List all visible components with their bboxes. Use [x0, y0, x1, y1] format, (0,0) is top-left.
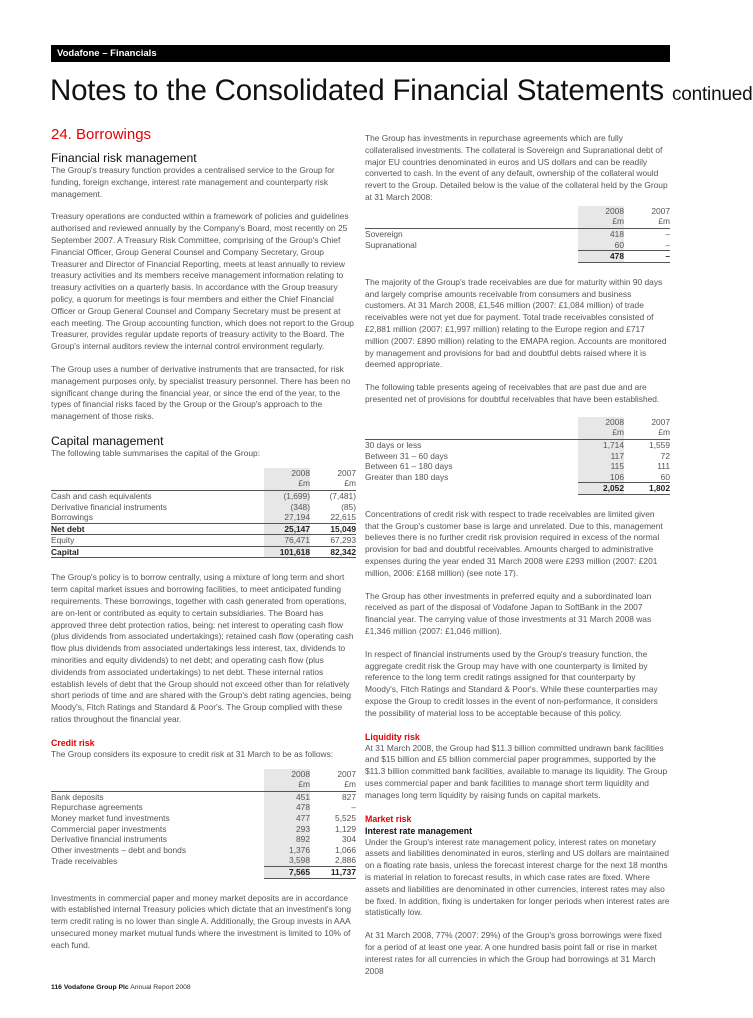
table-row: [51, 535, 356, 547]
total-2007: –: [624, 251, 670, 263]
table-total-row: [365, 483, 670, 495]
table-row: [365, 451, 670, 462]
table-row: [51, 523, 356, 535]
table-header-row: [51, 769, 356, 780]
value-2008: 27,194: [264, 512, 310, 523]
year-header: 2007: [651, 205, 670, 216]
value-2007: 111: [657, 461, 670, 472]
unit-header: £m: [344, 779, 356, 790]
capital-paragraph: The Group's policy is to borrow centrally, using a mixture of long term and short term capital market issues and borrowing facilities, to meet anticipated funding requirements. These borrowings, together with cash generated from operations, are on-lent or contributed as equity to certain subsidiaries. The Board has approved three debt protection ratios, being: net interest to operating cash flow (plus dividends from associated undertakings); retained cash flow (operating cash flow plus dividends from associated undertakings less interest, tax, dividends to minorities and equity dividends) to net debt; and operating cash flow (plus dividends from associated undertakings) to net debt. These internal ratios establish levels of debt that the Group should not exceed other than for relatively short periods of time and are shared with the Group's debt rating agencies, being Moody's, Fitch Ratings and Standard & Poor's. The Group complied with these ratios throughout the financial year.: [51, 572, 354, 725]
value-2007: 15,049: [310, 523, 356, 535]
liquidity-risk-heading: Liquidity risk: [365, 731, 420, 742]
liquidity-paragraph: At 31 March 2008, the Group had $11.3 billion committed undrawn bank facilities and $15 billion and £5 billion commercial paper programmes, supported by the $11.3 billion committed bank facilities, available to manage its liquidity. The Group uses commercial paper and bank facilities to manage short term liquidity and manages long term liquidity by raising funds on capital markets.: [365, 742, 668, 800]
row-label: Bank deposits: [51, 791, 264, 802]
year-header: 2008: [264, 468, 310, 479]
unit-header: £m: [658, 216, 670, 227]
value-2008: 451: [264, 791, 310, 802]
value-2007: –: [665, 239, 670, 250]
value-2008: (1,699): [264, 490, 310, 501]
frm-paragraph-3: The Group uses a number of derivative instruments that are transacted, for risk management purposes only, by specialist treasury personnel. There has been no significant change during the financial year, or since the end of the year, to the types of financial risks faced by the Group or the Group's approach to the management of those risks.: [51, 363, 351, 422]
table-total-row: [51, 866, 356, 878]
table-header-row: [51, 468, 356, 479]
value-2008: 1,376: [264, 845, 310, 856]
value-2007: 82,342: [310, 546, 356, 558]
value-2007: 72: [660, 450, 670, 461]
row-label: Net debt: [51, 523, 264, 535]
frm-paragraph-1: The Group's treasury function provides a centralised service to the Group for funding, foreign exchange, interest rate management and counterparty risk management.: [51, 165, 335, 199]
note-heading: 24. Borrowings: [51, 126, 152, 143]
repurchase-paragraph: The Group has investments in repurchase agreements which are fully collateralised investments. The collateral is Sovereign and Supranational debt of major EU countries denominated in euros and US dollars and can be readily converted to cash. In the event of any default, ownership of the collateral would revert to the Group. Detailed below is the value of the collateral held by the Group at 31 March 2008:: [365, 133, 668, 202]
value-2008: 60: [578, 240, 624, 251]
page-title: [50, 74, 753, 108]
credit-intro: The Group considers its exposure to credit risk at 31 March to be as follows:: [51, 748, 334, 759]
total-2007: 11,737: [310, 866, 356, 878]
value-2007: 304: [342, 834, 356, 845]
table-row: [51, 845, 356, 856]
table-row: [365, 472, 670, 483]
table-row: [51, 791, 356, 802]
value-2007: –: [351, 802, 356, 813]
table-row: [365, 240, 670, 251]
right-column: [365, 133, 670, 988]
ageing-intro: The following table presents ageing of receivables that are past due and are presented net of provisions for doubtful receivables that have been established.: [365, 382, 660, 404]
value-2007: 1,559: [624, 439, 670, 450]
year-header: 2007: [651, 416, 670, 427]
row-label: Commercial paper investments: [51, 823, 167, 834]
row-label: Borrowings: [51, 512, 93, 523]
table-total-row: [365, 251, 670, 263]
table-unit-row: [51, 779, 356, 791]
value-2008: 892: [264, 834, 310, 845]
row-label: 30 days or less: [365, 439, 578, 450]
total-2007: 1,802: [624, 483, 670, 495]
table-row: [51, 546, 356, 558]
value-2007: (7,481): [310, 490, 356, 501]
left-column: [51, 126, 356, 963]
row-label: Sovereign: [365, 228, 578, 239]
value-2008: 115: [578, 461, 624, 472]
page-footer: [51, 984, 191, 991]
value-2007: 5,525: [335, 813, 356, 824]
table-row: [365, 228, 670, 239]
total-2008: 2,052: [578, 483, 624, 495]
row-label: Greater than 180 days: [365, 471, 449, 482]
table-row: [365, 461, 670, 472]
section-tag: Vodafone – Financials: [51, 45, 670, 62]
unit-header: £m: [578, 427, 624, 439]
counterparty-paragraph: In respect of financial instruments used by the Group's treasury function, the aggregate credit risk the Group may have with one counterparty is limited by reference to the long term credit ratings assigned for that counterparty by Moody's, Fitch Ratings and Standard & Poor's. While these counterparties may expose the Group to credit losses in the event of non-performance, it considers the possibility of material loss to be acceptable because of this policy.: [365, 648, 658, 718]
table-header-row: [365, 206, 670, 217]
trade-receivables-paragraph: The majority of the Group's trade receivables are due for maturity within 90 days and largely comprise amounts receivable from consumers and business customers. At 31 March 2008, £1,546 million (2007: £1,084 million) of trade receivables were not yet due for payment. Total trade receivables consisted of £2,881 million (2007: £1,997 million) relating to the Europe region and £717 million (2007: £890 million) relating to the EMAPA region. Accounts are monitored by management and provisions for bad and doubtful debts raised where it is deemed appropriate.: [365, 276, 667, 370]
value-2008: 106: [578, 472, 624, 483]
value-2008: 101,618: [264, 546, 310, 558]
ageing-table: [365, 417, 670, 495]
value-2008: 76,471: [264, 535, 310, 547]
unit-header: £m: [264, 779, 310, 791]
year-header: 2008: [578, 206, 624, 217]
year-header: 2007: [337, 768, 356, 779]
table-row: [51, 802, 356, 813]
table-unit-row: [365, 216, 670, 228]
year-header: 2008: [578, 417, 624, 428]
row-label: Cash and cash equivalents: [51, 490, 264, 501]
table-unit-row: [365, 427, 670, 439]
credit-table: [51, 769, 356, 879]
total-2008: 478: [578, 251, 624, 263]
row-label: Derivative financial instruments: [51, 834, 167, 845]
value-2008: 293: [264, 824, 310, 835]
value-2008: 25,147: [264, 523, 310, 535]
page-number: 116: [51, 984, 62, 991]
row-label: Repurchase agreements: [51, 802, 143, 813]
table-header-row: [365, 417, 670, 428]
value-2008: 418: [578, 228, 624, 239]
table-row: [51, 512, 356, 523]
value-2007: 60: [660, 471, 670, 482]
credit-paragraph: Investments in commercial paper and money market deposits are in accordance with established internal Treasury policies which dictate that an investment's long term credit rating is no lower than single A. Additionally, the Group invests in AAA unsecured money market mutual funds where the investment is limited to 10% of each fund.: [51, 892, 351, 950]
row-label: Supranational: [365, 239, 417, 250]
table-row: [51, 502, 356, 513]
value-2007: 1,066: [335, 844, 356, 855]
value-2008: 1,714: [578, 439, 624, 450]
page-title-suffix: continued: [671, 84, 753, 105]
value-2008: (348): [264, 502, 310, 513]
row-label: Capital: [51, 546, 264, 558]
value-2007: –: [624, 228, 670, 239]
value-2008: 478: [264, 802, 310, 813]
value-2007: 827: [310, 791, 356, 802]
fixed-borrowings-paragraph: At 31 March 2008, 77% (2007: 29%) of the Group's gross borrowings were fixed for a period of at least one year. A one hundred basis point fall or rise in market interest rates for all currencies in which the Group had borrowings at 31 March 2008: [365, 930, 662, 976]
value-2007: (85): [341, 501, 356, 512]
value-2008: 3,598: [264, 855, 310, 866]
row-label: Equity: [51, 535, 264, 547]
row-label: Derivative financial instruments: [51, 501, 167, 512]
interest-rate-heading: Interest rate management: [365, 825, 473, 836]
value-2008: 117: [578, 451, 624, 462]
table-row: [365, 439, 670, 450]
capital-intro: The following table summarises the capital of the Group:: [51, 447, 261, 458]
credit-risk-heading: Credit risk: [51, 737, 95, 748]
row-label: Between 31 – 60 days: [365, 450, 448, 461]
table-row: [51, 824, 356, 835]
financial-risk-heading: Financial risk management: [51, 151, 197, 165]
collateral-table: [365, 206, 670, 263]
value-2007: 22,615: [330, 512, 356, 523]
table-unit-row: [51, 478, 356, 490]
page-title-main: Notes to the Consolidated Financial Statements: [50, 74, 664, 107]
unit-header: £m: [344, 478, 356, 489]
footer-company: Vodafone Group Plc: [63, 984, 129, 991]
value-2007: 1,129: [335, 823, 356, 834]
unit-header: £m: [264, 478, 310, 490]
table-row: [51, 834, 356, 845]
frm-paragraph-2: Treasury operations are conducted within a framework of policies and guidelines authorised and reviewed annually by the Company's Board, most recently on 25 September 2007. A Treasury Risk Committee, comprising of the Group's Chief Financial Officer, Group General Counsel and Company Secretary, Group Treasurer and Director of Financial Reporting, meets at least annually to review treasury activities and its members receive management information relating to treasury activities on a quarterly basis. In accordance with the Group treasury policy, a quorum for meetings is four members and either the Chief Financial Officer or Group General Counsel and Company Secretary must be present at each meeting. The Group accounting function, which does not report to the Group Treasurer, provides regular update reports of treasury activity to the Board. The Group's internal auditors review the internal control environment regularly.: [51, 211, 354, 352]
year-header: 2007: [337, 467, 356, 478]
year-header: 2008: [264, 769, 310, 780]
unit-header: £m: [658, 427, 670, 438]
value-2007: 2,886: [335, 855, 356, 866]
market-risk-heading: Market risk: [365, 813, 412, 824]
value-2008: 477: [264, 813, 310, 824]
row-label: Trade receivables: [51, 855, 118, 866]
capital-table: [51, 468, 356, 559]
table-row: [51, 855, 356, 866]
other-investments-paragraph: The Group has other investments in preferred equity and a subordinated loan received as part of the disposal of Vodafone Japan to SoftBank in the 2007 financial year. The carrying value of those investments at 31 March 2008 was £1,346 million (2007: £1,046 million).: [365, 590, 652, 637]
row-label: Between 61 – 180 days: [365, 461, 453, 472]
row-label: Money market fund investments: [51, 813, 170, 824]
table-row: [51, 490, 356, 501]
concentration-paragraph: Concentrations of credit risk with respect to trade receivables are limited given that the Group's customer base is large and unrelated. Due to this, management believes there is no further credit risk provision required in excess of the normal provision for bad and doubtful receivables. Amounts charged to administrative expenses during the year ended 31 March 2008 were £293 million (2007: £201 million, 2006: £168 million) (see note 17).: [365, 508, 663, 578]
interest-rate-paragraph: Under the Group's interest rate management policy, interest rates on monetary assets and liabilities denominated in euros, sterling and US dollars are maintained on a floating rate basis, unless the forecast interest charge for the next 18 months is material in relation to forecast results, in which case rates are fixed. Where assets and liabilities are denominated in other currencies, interest rates may also be fixed. In addition, fixing is undertaken for longer periods when interest rates are statistically low.: [365, 836, 670, 918]
unit-header: £m: [578, 216, 624, 228]
footer-report: Annual Report 2008: [130, 984, 191, 991]
total-2008: 7,565: [264, 866, 310, 878]
capital-management-heading: Capital management: [51, 433, 164, 448]
table-row: [51, 813, 356, 824]
row-label: Other investments – debt and bonds: [51, 844, 187, 855]
value-2007: 67,293: [310, 535, 356, 547]
